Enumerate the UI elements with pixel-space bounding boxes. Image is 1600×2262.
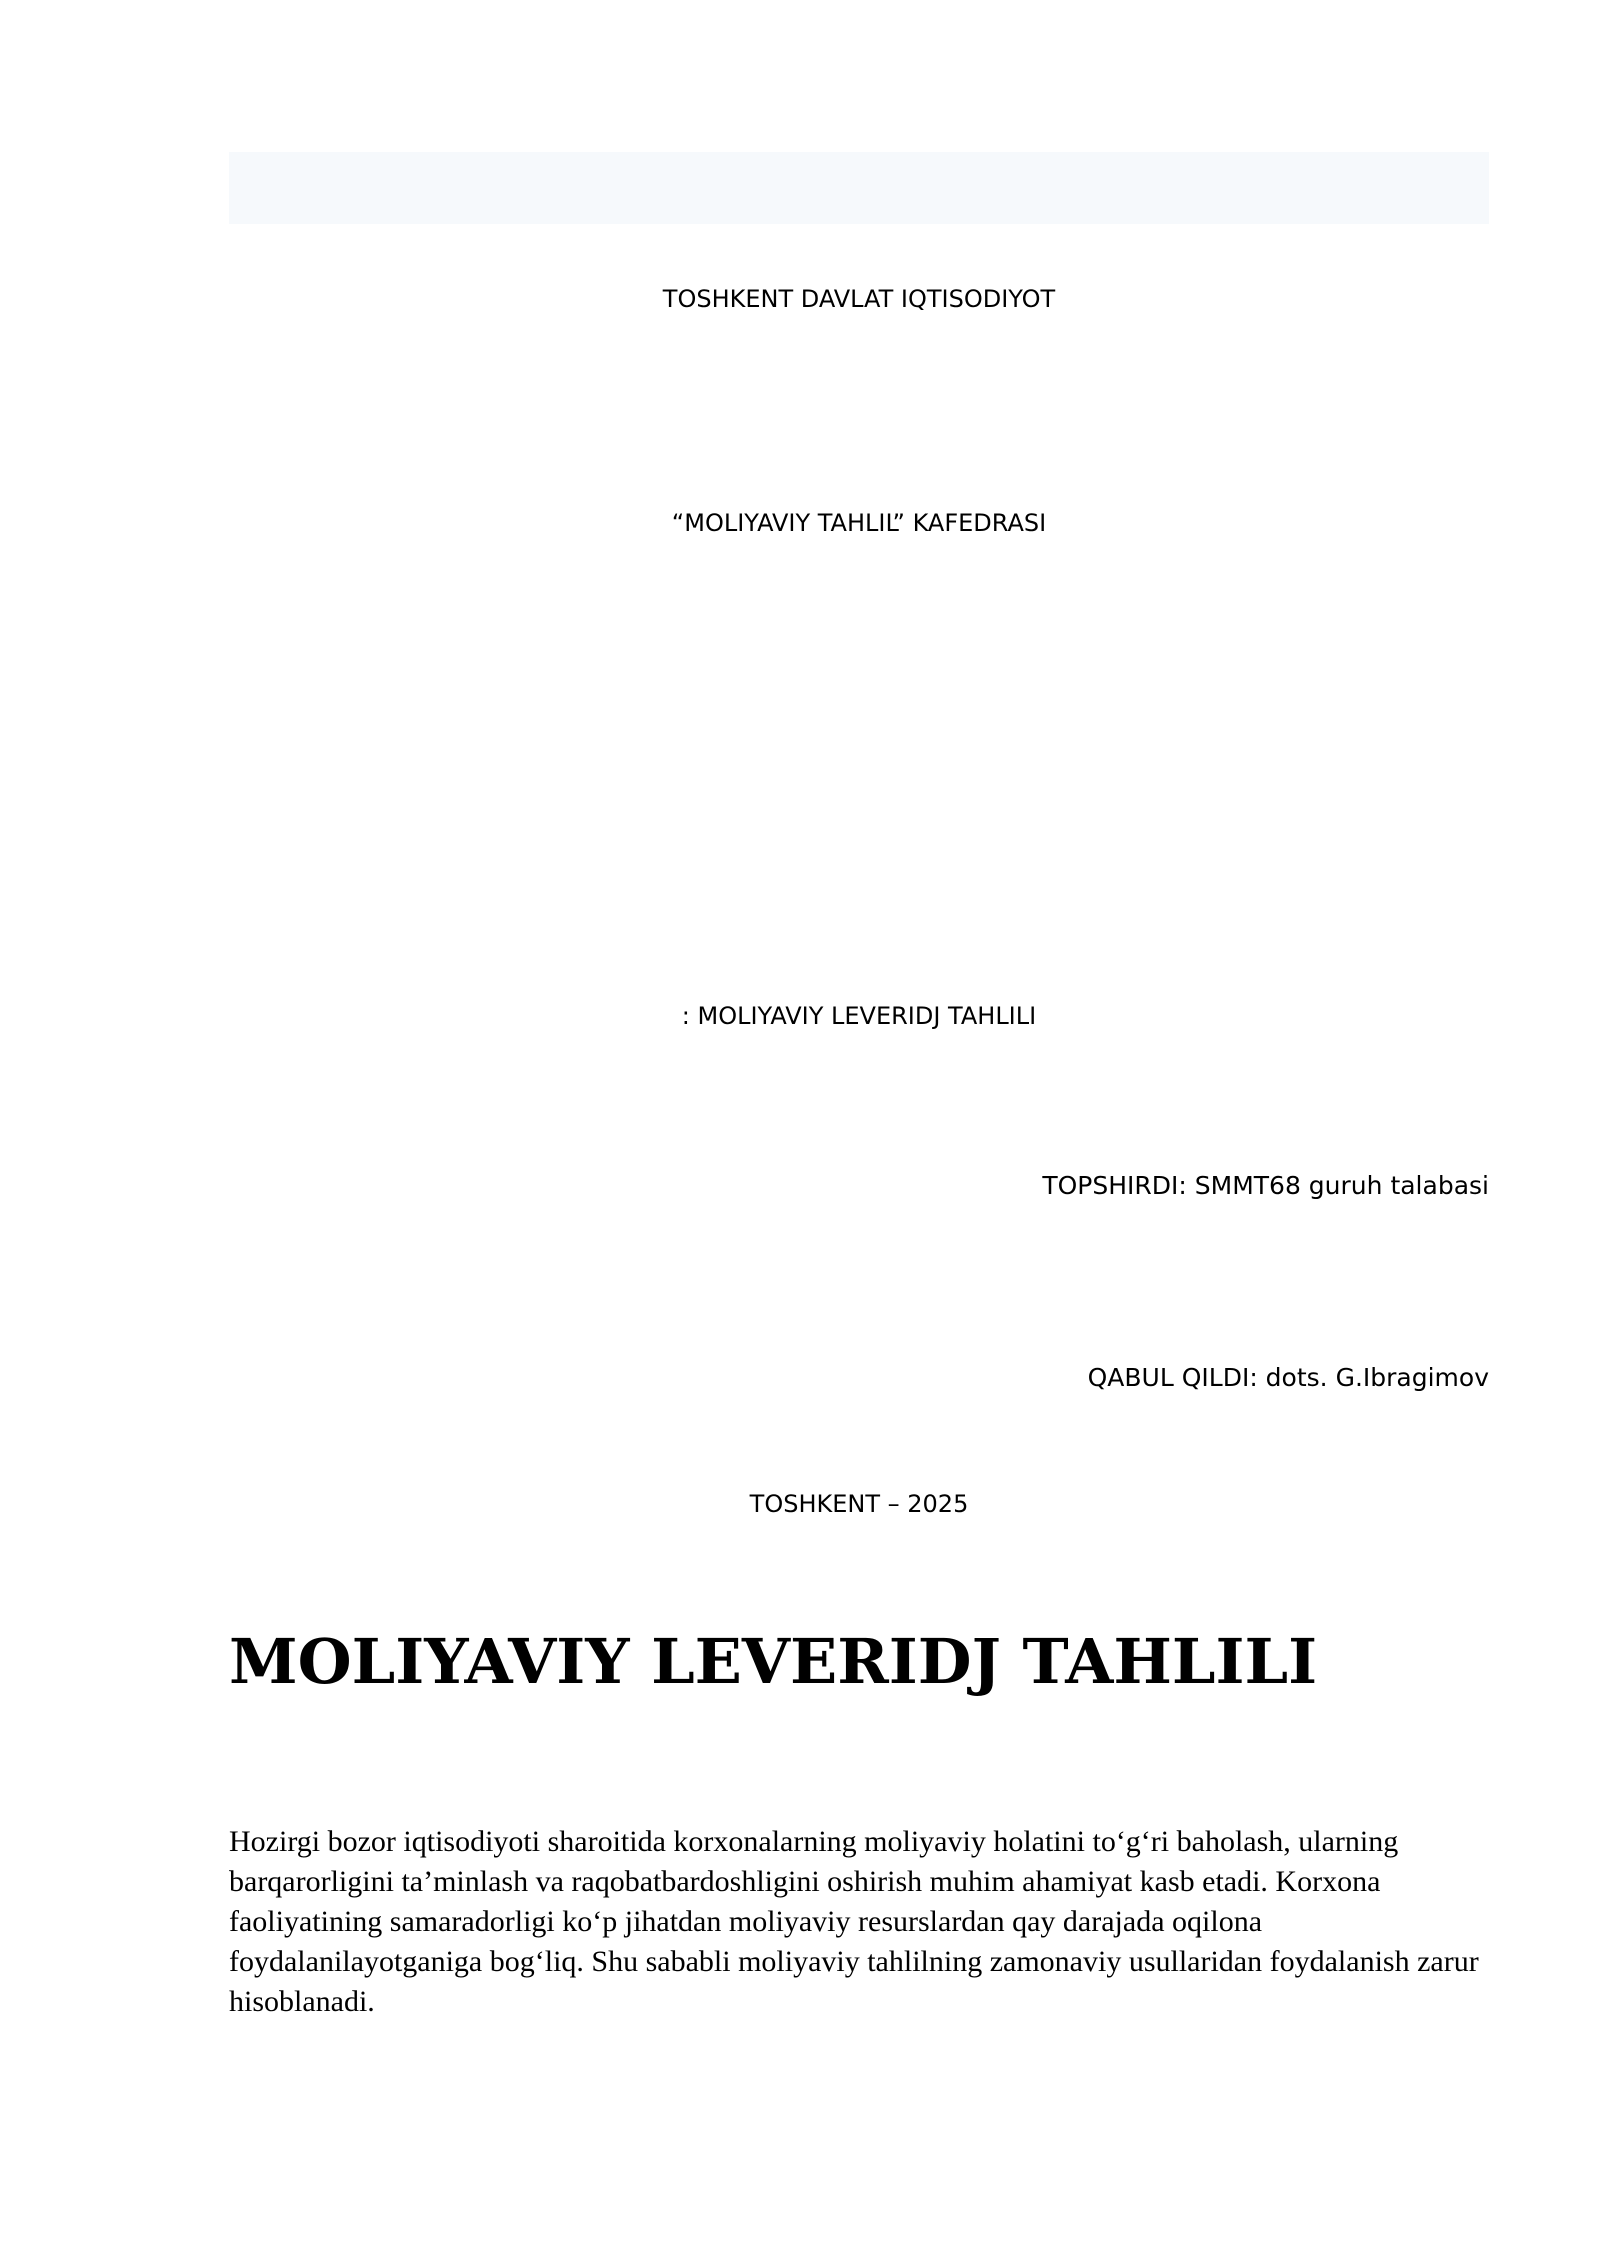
submitted-by-line: TOPSHIRDI: SMMT68 guruh talabasi — [1042, 1171, 1489, 1200]
accepted-by-line: QABUL QILDI: dots. G.Ibragimov — [1087, 1363, 1489, 1392]
department-name: “MOLIYAVIY TAHLIL” KAFEDRASI — [671, 509, 1047, 537]
main-heading: MOLIYAVIY LEVERIDJ TAHLILI — [229, 1625, 1318, 1698]
header-band — [229, 152, 1489, 224]
intro-paragraph: Hozirgi bozor iqtisodiyoti sharoitida korxonalarning moliyaviy holatini to‘g‘ri baholash, ularning barqarorligini ta’minlash va raqobatbardoshligini oshirish muhim ahamiyat kasb etadi. Korxona faoliyatining samaradorligi ko‘p jihatdan moliyaviy resurslardan qay darajada oqilona foydalanilayotganiga bog‘liq. Shu sababli moliyaviy tahlilning zamonaviy usullaridan foydalanish zarur hisoblanadi. — [229, 1825, 1479, 2018]
university-name: TOSHKENT DAVLAT IQTISODIYOT — [662, 285, 1056, 313]
topic-line: : MOLIYAVIY LEVERIDJ TAHLILI — [681, 1002, 1037, 1030]
city-year-line: TOSHKENT – 2025 — [749, 1490, 969, 1518]
